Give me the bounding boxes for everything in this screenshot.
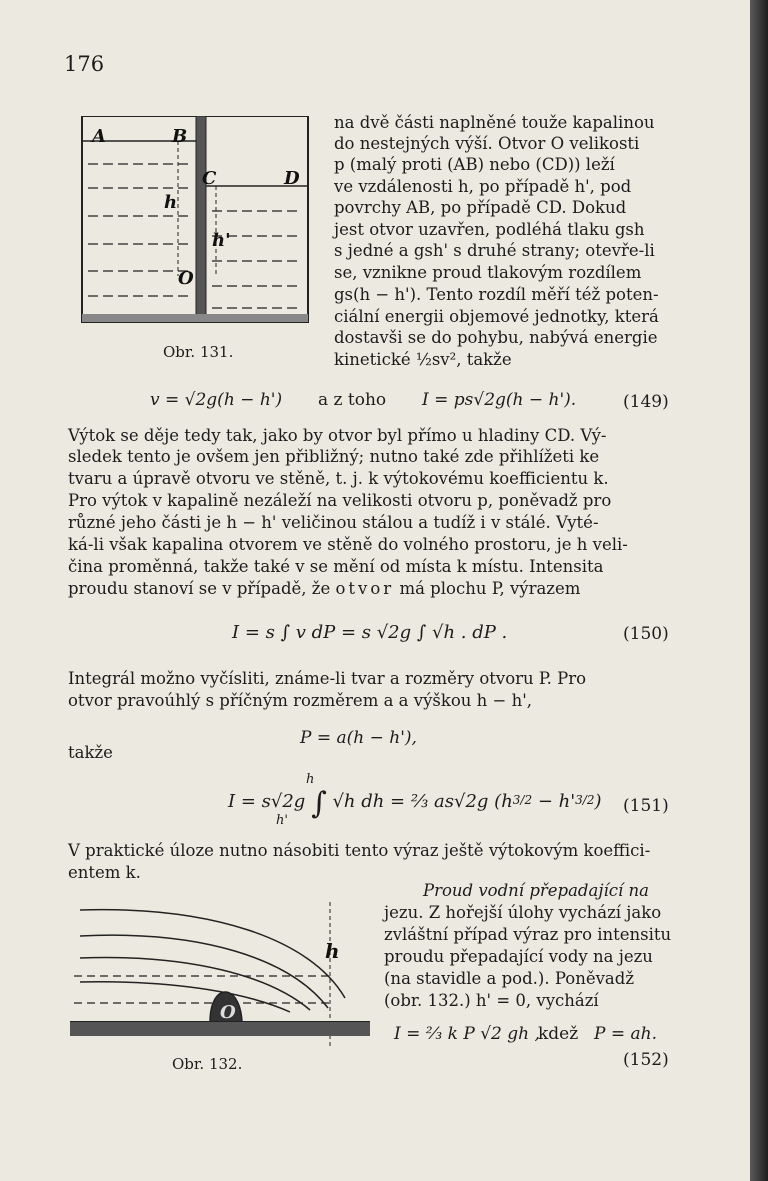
equation-152-mid: kdež xyxy=(538,1024,579,1044)
fig131-label-h-prime: h' xyxy=(212,230,231,251)
figure-132 xyxy=(70,898,380,1058)
fig131-label-b: B xyxy=(172,126,188,147)
fig131-label-o: O xyxy=(178,268,194,289)
equation-151: I = s√2g ∫ √h dh = ⅔ as√2g $(h^{3/2} - h'^{3/2})$ xyxy=(228,786,602,821)
page-edge xyxy=(750,0,768,1181)
equation-151-number: (151) xyxy=(623,796,669,816)
fig131-label-a: A xyxy=(92,126,106,147)
book-page: 176 A B C D h h' O Obr. 131. na dvě části naplněné touže kapalinou do nestejných výší. Otvor O velikosti p (malý proti (AB) nebo (CD)) leží ve vzdálenosti h, po případě h', pod povrchy AB, po případě CD. Dokud jest otvor uzavřen, podléhá tlaku gsh s jedné a gsh' s druhé strany; otevře-li se, vznikne proud tlakovým rozdílem gs(h − h'). Tento rozdíl měří též poten- ciální energii objemové jednotky, která dostavši se do pohybu, nabývá energie kinetické ½sv², takže v = √2g(h − h') a z toho I = ps√2g(h − h'). (149) Výtok se děje tedy tak, jako by otvor byl přímo u hladiny CD. Vý- sledek tento je ovšem jen přibližný; nutno také zde přihlížeti ke tvaru a úpravě otvoru ve stěně, t. j. k výtokovému koefficientu k. Pro výtok v kapalině nezáleží na velikosti otvoru p, poněvadž pro různé jeho části je h − h' veličinou stálou a tudíž i v stálé. Vyté- ká-li však kapalina otvorem ve stěně do volného prostoru, je h veli- čina proměnná, takže také v se mění od místa k místu. Intensita proudu stanoví se v případě, že otvor má plochu P, výrazem I = s ∫ v dP = s √2g ∫ √h . dP . (150) Integrál možno vyčísliti, známe-li tvar a rozměry otvoru P. Pro otvor pravoúhlý s příčným rozměrem a a výškou h − h', P = a(h − h'), takže I = s√2g ∫ √h dh = ⅔ as√2g $(h^{3/2} - h'^{3/2})$ h h' (151) V praktické úloze nutno násobiti tento výraz ještě výtokovým koeffici- entem k. h O Obr. 132. Proud vodní přepadající na jezu. Z hořejší úlohy vychází jako zvláštní případ výraz pro intensitu proudu přepadající vody na jezu (na stavidle a pod.). Poněvadž (obr. 132.) h' = 0, vychází I = ⅔ k P √2 gh , kdež P = ah. (152) xyxy=(0,0,750,1181)
fig131-label-h: h xyxy=(164,192,178,213)
equation-151-upper-limit: h xyxy=(306,772,315,787)
equation-149-mid: a z toho xyxy=(318,390,387,410)
equation-149-left: v = √2g(h − h') xyxy=(150,390,283,410)
equation-150: I = s ∫ v dP = s √2g ∫ √h . dP . xyxy=(232,622,508,643)
fig131-label-d: D xyxy=(284,168,300,189)
word-takze: takže xyxy=(68,743,113,762)
fig132-caption: Obr. 132. xyxy=(172,1055,243,1073)
equation-151-lower-limit: h' xyxy=(276,813,288,828)
equation-150-number: (150) xyxy=(623,624,669,644)
fig131-caption: Obr. 131. xyxy=(163,343,234,361)
page-number: 176 xyxy=(64,52,105,76)
equation-152-right: P = ah. xyxy=(594,1024,657,1044)
equation-149-right: I = ps√2g(h − h'). xyxy=(422,390,577,410)
equation-p: P = a(h − h'), xyxy=(300,728,417,748)
equation-149-number: (149) xyxy=(623,392,669,412)
fig132-label-o: O xyxy=(220,1002,236,1023)
equation-152-left: I = ⅔ k P √2 gh , xyxy=(394,1024,540,1044)
fig132-label-h: h xyxy=(325,939,340,963)
equation-152-number: (152) xyxy=(623,1050,669,1070)
fig131-label-c: C xyxy=(202,168,217,189)
figure-131 xyxy=(78,116,318,326)
